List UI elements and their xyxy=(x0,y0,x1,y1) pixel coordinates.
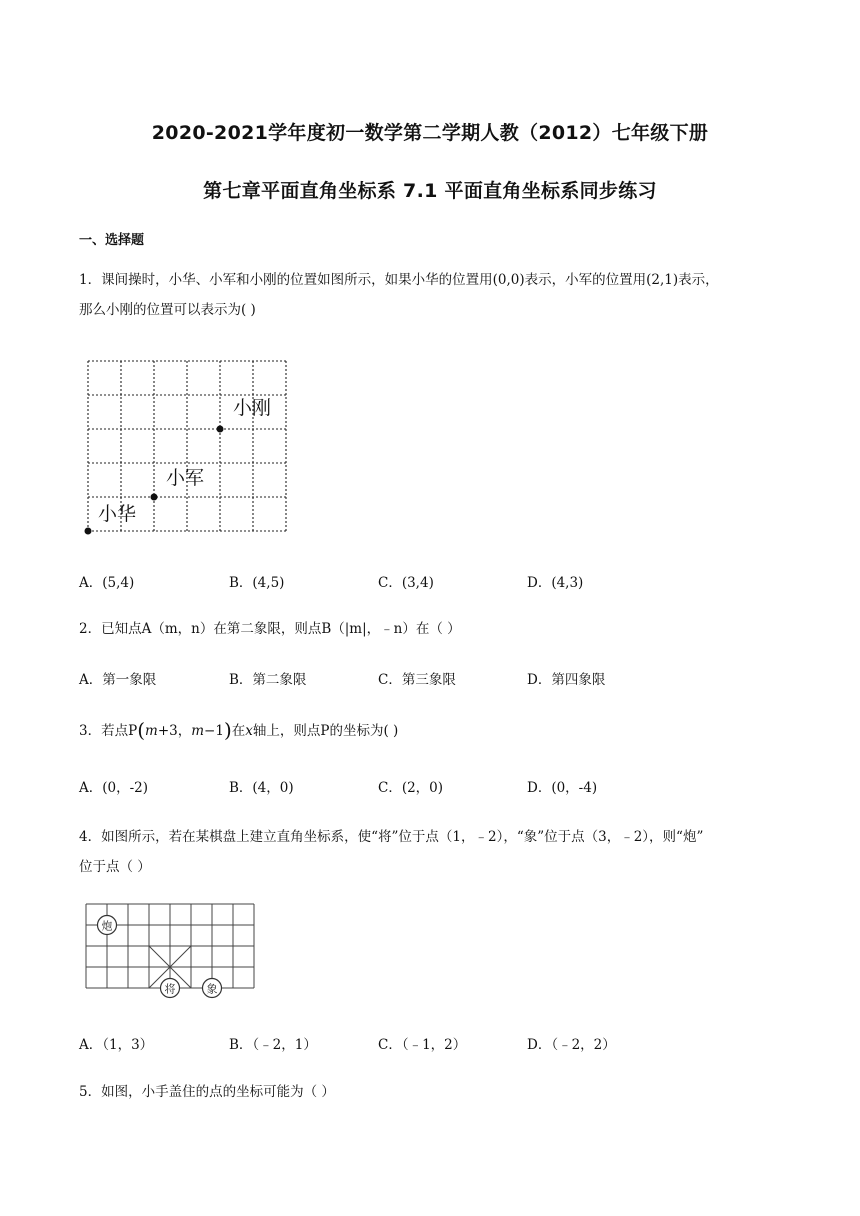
question-4-line-2: 位于点（ ） xyxy=(79,859,151,875)
question-4-line-1: 4．如图所示，若在某棋盘上建立直角坐标系，使“将”位于点（1，﹣2），“象”位于点（3，﹣2），则“炮” xyxy=(79,829,704,845)
q3-minus: −1 xyxy=(204,723,224,739)
piece-pao-label: 炮 xyxy=(101,919,113,933)
label-jun: 小军 xyxy=(166,467,205,489)
question-1-line-1: 1．课间操时，小华、小军和小刚的位置如图所示，如果小华的位置用(0,0)表示，小军的位置用(2,1)表示， xyxy=(79,272,719,288)
option-d[interactable]: D．（﹣2，2） xyxy=(527,1037,616,1053)
option-b[interactable]: B．第二象限 xyxy=(229,672,307,688)
piece-pao xyxy=(98,916,117,935)
question-2-stem: 2．已知点A（m，n）在第二象限，则点B（|m|，﹣n）在（ ） xyxy=(79,621,461,637)
q3-paren-close: ) xyxy=(223,718,232,742)
question-1-grid-figure xyxy=(80,356,295,541)
question-5-stem: 5．如图，小手盖住的点的坐标可能为（ ） xyxy=(79,1084,335,1100)
option-a[interactable]: A．第一象限 xyxy=(79,672,157,688)
q3-var-m2: m xyxy=(191,723,205,739)
question-1-stem xyxy=(79,265,789,325)
question-1-options xyxy=(79,571,799,595)
option-c[interactable]: C．（﹣1，2） xyxy=(378,1037,467,1053)
title-line-2: 第七章平面直角坐标系 7.1 平面直角坐标系同步练习 xyxy=(203,180,657,202)
option-d[interactable]: D．第四象限 xyxy=(527,672,606,688)
question-4-chessboard-figure xyxy=(82,898,262,1008)
piece-xiang-label: 象 xyxy=(206,982,218,996)
option-a[interactable]: A．(5,4) xyxy=(79,575,135,591)
question-3-stem xyxy=(79,715,789,746)
option-a[interactable]: A．(0，-2) xyxy=(79,780,149,796)
label-hua: 小华 xyxy=(98,503,137,525)
question-2-options xyxy=(79,668,799,692)
q3-mid: 在 xyxy=(231,723,246,739)
point-jun xyxy=(151,494,158,501)
option-c[interactable]: C．(2，0) xyxy=(378,780,444,796)
option-c[interactable]: C．(3,4) xyxy=(378,575,434,591)
label-gang: 小刚 xyxy=(233,397,272,419)
q3-prefix: 3．若点P xyxy=(79,723,138,739)
section-heading: 一、选择题 xyxy=(79,233,145,248)
title-line-1: 2020-2021学年度初一数学第二学期人教（2012）七年级下册 xyxy=(151,122,709,144)
option-b[interactable]: B．(4,5) xyxy=(229,575,285,591)
option-b[interactable]: B．(4，0) xyxy=(229,780,294,796)
option-d[interactable]: D．(4,3) xyxy=(527,575,584,591)
point-hua xyxy=(85,528,92,535)
question-4-options xyxy=(79,1033,799,1057)
question-4-stem xyxy=(79,822,789,882)
option-c[interactable]: C．第三象限 xyxy=(378,672,456,688)
point-gang xyxy=(217,426,224,433)
q3-paren-open: ( xyxy=(137,718,145,742)
q3-plus: +3， xyxy=(157,723,192,739)
piece-xiang xyxy=(203,979,222,998)
option-b[interactable]: B．（﹣2，1） xyxy=(229,1037,317,1053)
option-a[interactable]: A．（1，3） xyxy=(79,1037,154,1053)
piece-jiang xyxy=(161,979,180,998)
option-d[interactable]: D．(0，-4) xyxy=(527,780,598,796)
q3-var-x: x xyxy=(245,723,253,739)
piece-jiang-label: 将 xyxy=(164,982,176,996)
q3-var-m: m xyxy=(145,723,158,739)
question-1-line-2: 那么小刚的位置可以表示为( ) xyxy=(79,302,256,318)
q3-suffix: 轴上，则点P的坐标为( ) xyxy=(252,723,399,739)
question-3-options xyxy=(79,776,799,800)
